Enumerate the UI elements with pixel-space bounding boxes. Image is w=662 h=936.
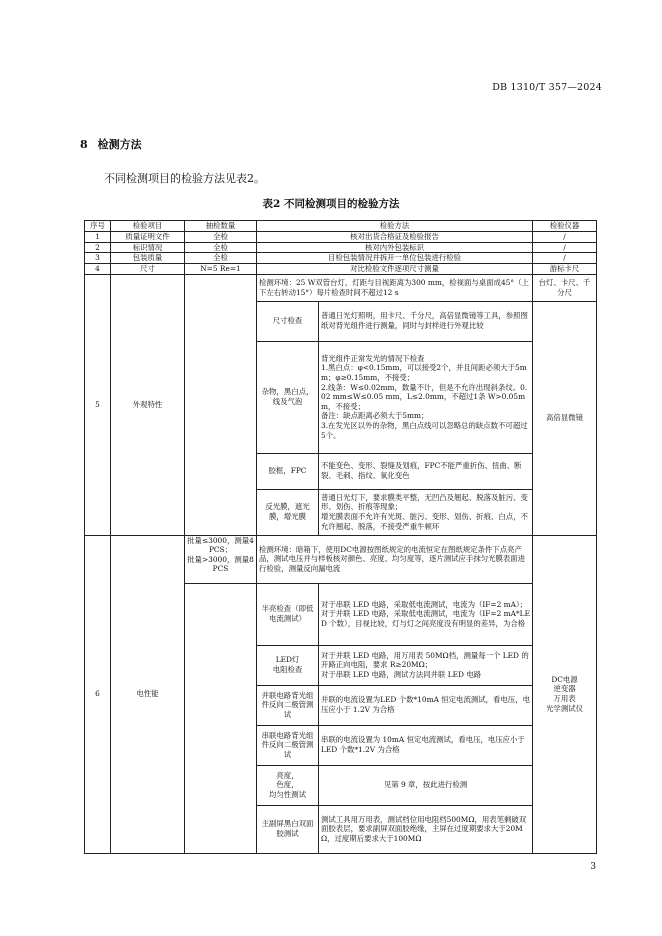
row-qty (185, 274, 257, 535)
row-qty: 全检 (185, 232, 257, 243)
row-qty: 批量≤3000，测量4 PCS； 批量>3000，测量8 PCS (185, 535, 257, 583)
sub-method: 不能变色、变形、裂缝及划痕，FPC不能严重折伤、扭曲、断裂、毛刺、指纹、氧化变色 (319, 453, 533, 489)
row-no: 2 (85, 242, 111, 253)
row-item: 包装质量 (111, 253, 185, 264)
table-row (85, 263, 597, 274)
header-qty: 抽检数量 (185, 221, 257, 232)
row-item: 质量证明文件 (111, 232, 185, 243)
row-item: 尺寸 (111, 263, 185, 274)
row-qty-empty (185, 583, 257, 853)
sub-method: 普通日光灯照明，用卡尺、千分尺，高倍显微镜等工具，参照图纸对背光组件进行测量，同时与封样进行外观比较 (319, 301, 533, 341)
row-env: 检测环境：暗箱下，使用DC电源按图纸规定的电流恒定在图纸规定条件下点亮产品，测试电压并与样板核对颜色、亮度、均匀度等，逐片测试应手抹匀光膜表面进行检验，测量反向漏电流 (257, 535, 533, 583)
row-instrument: DC电源 逆变器 万用表 光学测试仪 (533, 535, 597, 853)
sub-method: 并联的电流设置为LED 个数*10mA 恒定电流测试，看电压，电压应小于 1.2V 为合格 (319, 685, 533, 725)
intro-paragraph: 不同检测项目的检验方法见表2。 (104, 172, 265, 185)
table-row (85, 274, 597, 301)
document-code: DB 1310/T 357—2024 (492, 82, 602, 93)
sub-item: 主副屏黑白双面胶测试 (257, 805, 319, 853)
table-row (85, 232, 597, 243)
sub-method: 普通日光灯下，要求膜类平整，无凹凸及翘起、脱落及脏污、变形、划伤、折痕等现象； 增光膜表面不允许有光斑、脏污、变形、划伤、折痕、白点，不允许翘起、脱落，不接受严重牛顿环 (319, 489, 533, 535)
header-no: 序号 (85, 221, 111, 232)
row-no: 4 (85, 263, 111, 274)
table-title: 表2 不同检测项目的检验方法 (262, 198, 400, 210)
row-no: 3 (85, 253, 111, 264)
sub-item: 反光膜，遮光膜，增光膜 (257, 489, 319, 535)
sub-method: 测试工具用万用表，测试档位用电阻档500MΩ，用表笔剩破双面胶表层，要求副屏双面胶绝缘，主屏在过度期要求大于20MΩ，过度期后要求大于100MΩ (319, 805, 533, 853)
row-method: 核对出货合格证及检验报告 (257, 232, 533, 243)
row-method: 目检包装情况并拆开一单位包装进行检验 (257, 253, 533, 264)
row-item: 电性能 (111, 535, 185, 853)
sub-item: 串联电路背光组件反向二极管测试 (257, 725, 319, 765)
row-instrument: 台灯、卡尺、千分尺 (533, 274, 597, 301)
inspection-methods-table (84, 220, 597, 854)
row-item: 外观特性 (111, 274, 185, 535)
row-no: 1 (85, 232, 111, 243)
row-qty: 全检 (185, 253, 257, 264)
row-method: 对比检验文件逐项尺寸测量 (257, 263, 533, 274)
sub-item: LED灯 电阻检查 (257, 645, 319, 685)
row-method: 核对内外包装标识 (257, 242, 533, 253)
table-header-row (85, 221, 597, 232)
row-instrument: / (533, 232, 597, 243)
row-instrument: 高倍显微镜 (533, 301, 597, 535)
row-instrument: / (533, 242, 597, 253)
row-no: 5 (85, 274, 111, 535)
sub-item: 杂物，黑白点，线及气泡 (257, 341, 319, 453)
row-env: 检测环境：25 W双管台灯，灯距与目视距离为300 mm，检视面与桌面成45°（上下左右转动15°）每片检查时间不超过12 s (257, 274, 533, 301)
section-title: 检测方法 (97, 138, 142, 151)
row-instrument: 游标卡尺 (533, 263, 597, 274)
sub-item: 亮度， 色度， 均匀性测试 (257, 765, 319, 805)
row-qty: 全检 (185, 242, 257, 253)
row-item: 标识情况 (111, 242, 185, 253)
sub-method: 对于并联 LED 电路，用万用表 50MΩ档，测量每一个 LED 的开路正向电阻，要求 R≥20MΩ； 对于串联 LED 电路，测试方法同并联 LED 电路 (319, 645, 533, 685)
sub-item: 胶框，FPC (257, 453, 319, 489)
table-row (85, 535, 597, 583)
sub-method: 背光组件正常发光的情况下检查 1.黑白点：φ<0.15mm，可以接受2个，并且间距必须大于5mm；φ≥0.15mm，不接受； 2.线条：W≤0.02mm，数量不计，但是不允许出现斜条纹。0.02 mm≤W≤0.05 mm，L≤2.0mm，不超过1条 W>0.05mm，不接受； 备注：缺点距离必须大于5mm； 3.在发光区以外的杂物，黑白点线可以忽略总的缺点数不可超过5个。 (319, 341, 533, 453)
row-qty: N=5 Re=1 (185, 263, 257, 274)
table-row (85, 253, 597, 264)
sub-method: 串联的电流设置为 10mA 恒定电流测试，看电压，电压应小于 LED 个数*1.2V 为合格 (319, 725, 533, 765)
sub-item: 尺寸检查 (257, 301, 319, 341)
row-no: 6 (85, 535, 111, 853)
header-method: 检验方法 (257, 221, 533, 232)
header-item: 检验项目 (111, 221, 185, 232)
sub-method: 见第 9 章，按此进行检测 (319, 765, 533, 805)
section-number: 8 (80, 138, 88, 151)
row-instrument: / (533, 253, 597, 264)
header-instrument: 检验仪器 (533, 221, 597, 232)
section-heading (80, 136, 142, 152)
page-number: 3 (590, 862, 596, 872)
sub-item: 并联电路背光组件反向二极管测试 (257, 685, 319, 725)
sub-method: 对于串联 LED 电路，采取低电流测试，电流为（IF=2 mA）； 对于并联 LED 电路，采取低电流测试，电流为（IF=2 mA*LED 个数），目视比较，灯与灯之间亮度没有明显的差异，为合格 (319, 583, 533, 645)
table-row (85, 242, 597, 253)
sub-item: 半亮检查（即低电流测试） (257, 583, 319, 645)
